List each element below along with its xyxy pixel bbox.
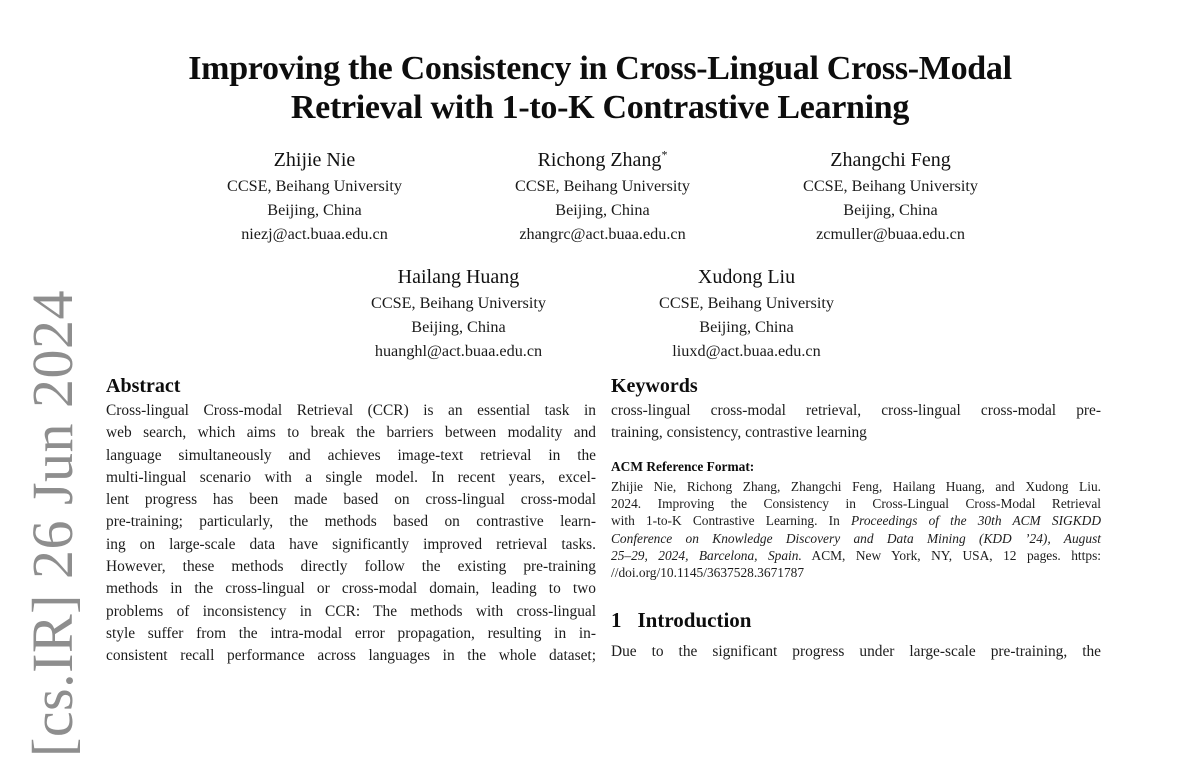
ref-text-italic: 25–29, 2024, Barcelona, Spain. xyxy=(611,547,802,563)
author-location: Beijing, China xyxy=(699,318,794,336)
author-email: liuxd@act.buaa.edu.cn xyxy=(672,342,821,360)
keywords-heading: Keywords xyxy=(611,375,698,397)
section-number: 1 xyxy=(611,608,622,632)
abstract-line: language simultaneously and achieves image-text retrieval in the xyxy=(106,446,596,464)
author-affiliation: CCSE, Beihang University xyxy=(515,177,690,195)
ref-text-italic: Proceedings of the 30th ACM SIGKDD xyxy=(850,513,1101,529)
abstract-line: However, these methods directly follow the existing pre-training xyxy=(106,558,596,576)
author-location: Beijing, China xyxy=(267,201,362,219)
abstract-heading: Abstract xyxy=(106,375,181,397)
author-affiliation: CCSE, Beihang University xyxy=(659,294,834,312)
ref-text: ACM, New York, NY, USA, 12 pages. https: xyxy=(801,547,1101,563)
acm-reference-line xyxy=(611,530,1101,547)
keywords-line: training, consistency, contrastive learning xyxy=(611,424,867,442)
acm-reference-line xyxy=(611,478,1101,495)
introduction-heading xyxy=(611,608,751,632)
author-affiliation: CCSE, Beihang University xyxy=(371,294,546,312)
author-location: Beijing, China xyxy=(843,201,938,219)
author-email: zhangrc@act.buaa.edu.cn xyxy=(519,225,686,243)
abstract-line: consistent recall performance across languages in the whole dataset; xyxy=(106,647,596,665)
author-location: Beijing, China xyxy=(555,201,650,219)
acm-reference-heading: ACM Reference Format: xyxy=(611,459,755,474)
acm-reference-body xyxy=(611,478,1101,581)
abstract-line: ing on large-scale data have significantly improved retrieval tasks. xyxy=(106,535,596,553)
author-affiliation: CCSE, Beihang University xyxy=(227,177,402,195)
paper-title-line1: Improving the Consistency in Cross-Lingual Cross-Modal xyxy=(188,50,1012,87)
abstract-line: web search, which aims to break the barriers between modality and xyxy=(106,424,596,442)
abstract-line: lent progress has been made based on cross-lingual cross-modal xyxy=(106,491,596,509)
author-name-text: Zhangchi Feng xyxy=(830,149,951,171)
abstract-body xyxy=(106,400,596,668)
abstract-line: problems of inconsistency in CCR: The methods with cross-lingual xyxy=(106,602,596,620)
keywords-line: cross-lingual cross-modal retrieval, cross-lingual cross-modal pre- xyxy=(611,402,1101,419)
section-title: Introduction xyxy=(637,608,752,632)
author-affiliation: CCSE, Beihang University xyxy=(803,177,978,195)
author-name-text: Hailang Huang xyxy=(397,266,520,288)
doi-link-line[interactable] xyxy=(611,564,1101,581)
paper-title-line2: Retrieval with 1-to-K Contrastive Learning xyxy=(290,89,910,126)
right-column xyxy=(611,0,1101,660)
ref-text: Zhijie Nie, Richong Zhang, Zhangchi Feng, Hailang Huang, and Xudong Liu. xyxy=(611,479,1101,494)
author-location: Beijing, China xyxy=(411,318,506,336)
abstract-line: pre-training; particularly, the methods based on contrastive learn- xyxy=(106,513,596,531)
abstract-line: style suffer from the intra-modal error propagation, resulting in in- xyxy=(106,624,596,642)
arxiv-stamp: [cs.IR] 26 Jun 2024 xyxy=(20,289,85,757)
ref-text-italic: Conference on Knowledge Discovery and Data Mining (KDD ’24), August xyxy=(611,530,1101,546)
acm-reference-line xyxy=(611,512,1101,529)
left-column xyxy=(106,0,596,665)
acm-reference-line xyxy=(611,495,1101,512)
author-email: niezj@act.buaa.edu.cn xyxy=(241,225,388,243)
author-name-text: Zhijie Nie xyxy=(273,149,356,171)
author-name-text: Richong Zhang xyxy=(537,149,662,171)
keywords-body xyxy=(611,400,1101,445)
author-email: zcmuller@buaa.edu.cn xyxy=(816,225,965,243)
introduction-body xyxy=(611,641,1101,663)
ref-text: 2024. Improving the Consistency in Cross-Lingual Cross-Modal Retrieval xyxy=(611,496,1101,512)
introduction-line-clipped: Due to the significant progress under large-scale pre-training, the xyxy=(611,643,1101,660)
author-name-text: Xudong Liu xyxy=(697,266,796,288)
abstract-line: Cross-lingual Cross-modal Retrieval (CCR) is an essential task in xyxy=(106,402,596,419)
footnote-marker: * xyxy=(661,147,668,162)
abstract-line: methods in the cross-lingual or cross-modal domain, leading to two xyxy=(106,580,596,598)
author-email: huanghl@act.buaa.edu.cn xyxy=(374,342,543,360)
ref-text: with 1-to-K Contrastive Learning. In xyxy=(611,513,851,529)
acm-reference-line xyxy=(611,547,1101,564)
abstract-line: multi-lingual scenario with a single model. In recent years, excel- xyxy=(106,468,596,486)
doi-link-text[interactable]: //doi.org/10.1145/3637528.3671787 xyxy=(611,565,805,581)
